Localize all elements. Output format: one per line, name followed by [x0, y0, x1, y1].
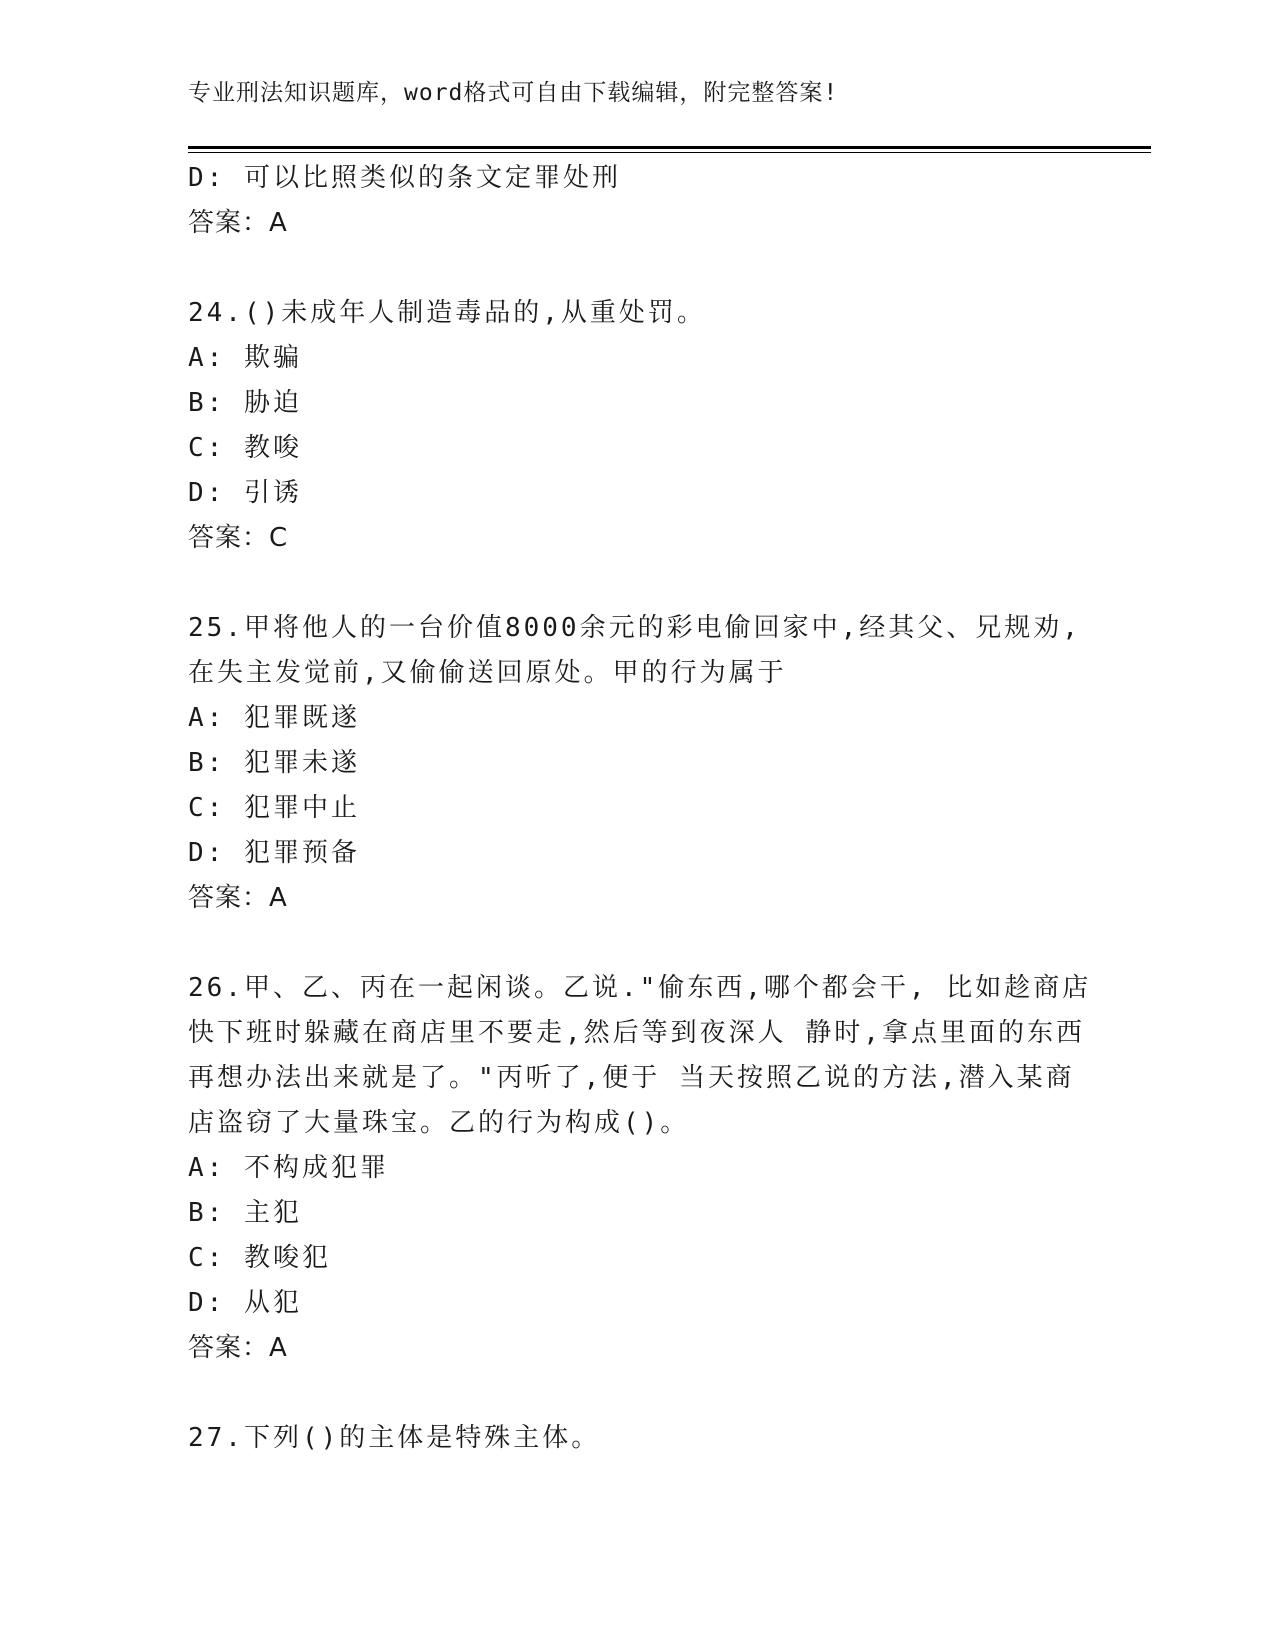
question-line: 在失主发觉前,又偷偷送回原处。甲的行为属于: [188, 658, 787, 688]
option-line: B: 主犯: [188, 1198, 302, 1228]
option-line: C: 教唆犯: [188, 1243, 331, 1273]
option-line: D: 引诱: [188, 478, 302, 508]
answer-line: 答案：A: [188, 208, 288, 238]
option-line: A: 欺骗: [188, 343, 302, 373]
question-line: 24.()未成年人制造毒品的,从重处罚。: [188, 298, 706, 328]
option-line: B: 胁迫: [188, 388, 302, 418]
answer-line: 答案：A: [188, 883, 288, 913]
question-line: 27.下列()的主体是特殊主体。: [188, 1423, 601, 1453]
header-rule-thin: [188, 152, 1151, 153]
option-line: D: 犯罪预备: [188, 838, 360, 868]
question-line: 店盗窃了大量珠宝。乙的行为构成()。: [188, 1108, 690, 1138]
document-header: 专业刑法知识题库，word格式可自由下载编辑，附完整答案!: [188, 80, 839, 106]
option-line: A: 不构成犯罪: [188, 1153, 389, 1183]
header-rule-thick: [188, 146, 1151, 149]
question-line: 快下班时躲藏在商店里不要走,然后等到夜深人 静时,拿点里面的东西: [188, 1018, 1085, 1048]
option-line: C: 犯罪中止: [188, 793, 360, 823]
question-line: 25.甲将他人的一台价值8000余元的彩电偷回家中,经其父、兄规劝,: [188, 613, 1081, 643]
option-line: B: 犯罪未遂: [188, 748, 360, 778]
option-line: A: 犯罪既遂: [188, 703, 360, 733]
question-line: 再想办法出来就是了。"丙听了,便于 当天按照乙说的方法,潜入某商: [188, 1063, 1075, 1093]
answer-line: 答案：A: [188, 1333, 288, 1363]
question-line: 26.甲、乙、丙在一起闲谈。乙说."偷东西,哪个都会干, 比如趁商店: [188, 973, 1092, 1003]
option-line: C: 教唆: [188, 433, 302, 463]
option-line: D: 可以比照类似的条文定罪处刑: [188, 163, 621, 193]
answer-line: 答案：C: [188, 523, 289, 553]
option-line: D: 从犯: [188, 1288, 302, 1318]
